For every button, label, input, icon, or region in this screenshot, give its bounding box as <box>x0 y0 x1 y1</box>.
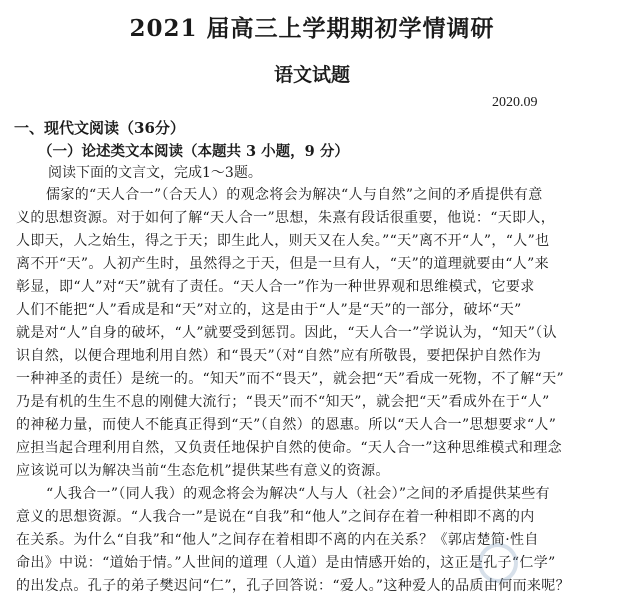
section-heading: 一、现代文阅读（36分） <box>14 119 185 137</box>
passage-line: 的出发点。孔子的弟子樊迟问“仁”，孔子回答说：“爱人。”这种爱人的品质由何而来呢？ <box>16 578 570 594</box>
passage-line: 命出》中说：“道始于情。”人世间的道理（人道）是由情感开始的，这正是孔子“仁学” <box>16 555 556 571</box>
section-subheading: （一）论述类文本阅读（本题共 3 小题，9 分） <box>38 143 349 160</box>
instruction-text: 阅读下面的文言文，完成1～3题。 <box>48 165 262 181</box>
passage-line: 彰显，即“人”对“天”就有了责任。“天人合一”作为一种世界观和思维模式，它要求 <box>16 279 535 295</box>
passage-line: 应担当起合理利用自然，又负责任地保护自然的使命。“天人合一”这种思维模式和理念 <box>16 440 562 456</box>
passage-line: 应该说可以为解决当前“生态危机”提供某些有意义的资源。 <box>16 463 390 479</box>
watermark-icon <box>478 543 518 583</box>
passage-line: 人即天，人之始生，得之于天；即生此人，则天又在人矣。”“天”离不开“人”，“人”也 <box>16 233 550 249</box>
passage-line: 就是对“人”自身的破坏，“人”就要受到惩罚。因此，“天人合一”学说认为，“知天”（认 <box>16 325 557 341</box>
passage-line: 离不开“天”。人初产生时，虽然得之于天，但是一旦有人，“天”的道理就要由“人”来 <box>16 256 549 272</box>
passage-line: 意义的思想资源。“人我合一”是说在“自我”和“他人”之间存在着一种相即不离的内 <box>16 509 535 525</box>
passage-line: 儒家的“天人合一”（合天人）的观念将会为解决“人与自然”之间的矛盾提供有意 <box>46 187 543 203</box>
passage-line: 的神秘力量，而使人不能真正得到“天”（自然）的恩惠。所以“天人合一”思想要求“人” <box>16 417 557 433</box>
passage-line: 一种神圣的责任）是统一的。“知天”而不“畏天”，就会把“天”看成一死物，不了解“天” <box>16 371 564 387</box>
exam-title: 2021 届高三上学期期初学情调研 <box>129 15 495 42</box>
exam-date: 2020.09 <box>492 95 538 110</box>
exam-subtitle: 语文试题 <box>273 64 350 86</box>
watermark-logo <box>478 543 618 591</box>
passage-body <box>16 184 612 598</box>
passage-line: 义的思想资源。对于如何了解“天人合一”思想，朱熹有段话很重要，他说：“天即人， <box>16 210 556 226</box>
passage-line: 人们不能把“人”看成是和“天”对立的，这是由于“人”是“天”的一部分，破坏“天” <box>16 302 522 318</box>
passage-line: 在关系。为什么“自我”和“他人”之间存在着相即不离的内在关系？《郭店楚简·性自 <box>16 532 539 548</box>
passage-line: 识自然，以便合理地利用自然）和“畏天”（对“自然”应有所敬畏，要把保护自然作为 <box>16 348 542 364</box>
passage-line: 乃是有机的生生不息的刚健大流行；“畏天”而不“知天”，就会把“天”看成外在于“人” <box>16 394 550 410</box>
passage-line: “人我合一”（同人我）的观念将会为解决“人与人（社会）”之间的矛盾提供某些有 <box>46 486 550 502</box>
